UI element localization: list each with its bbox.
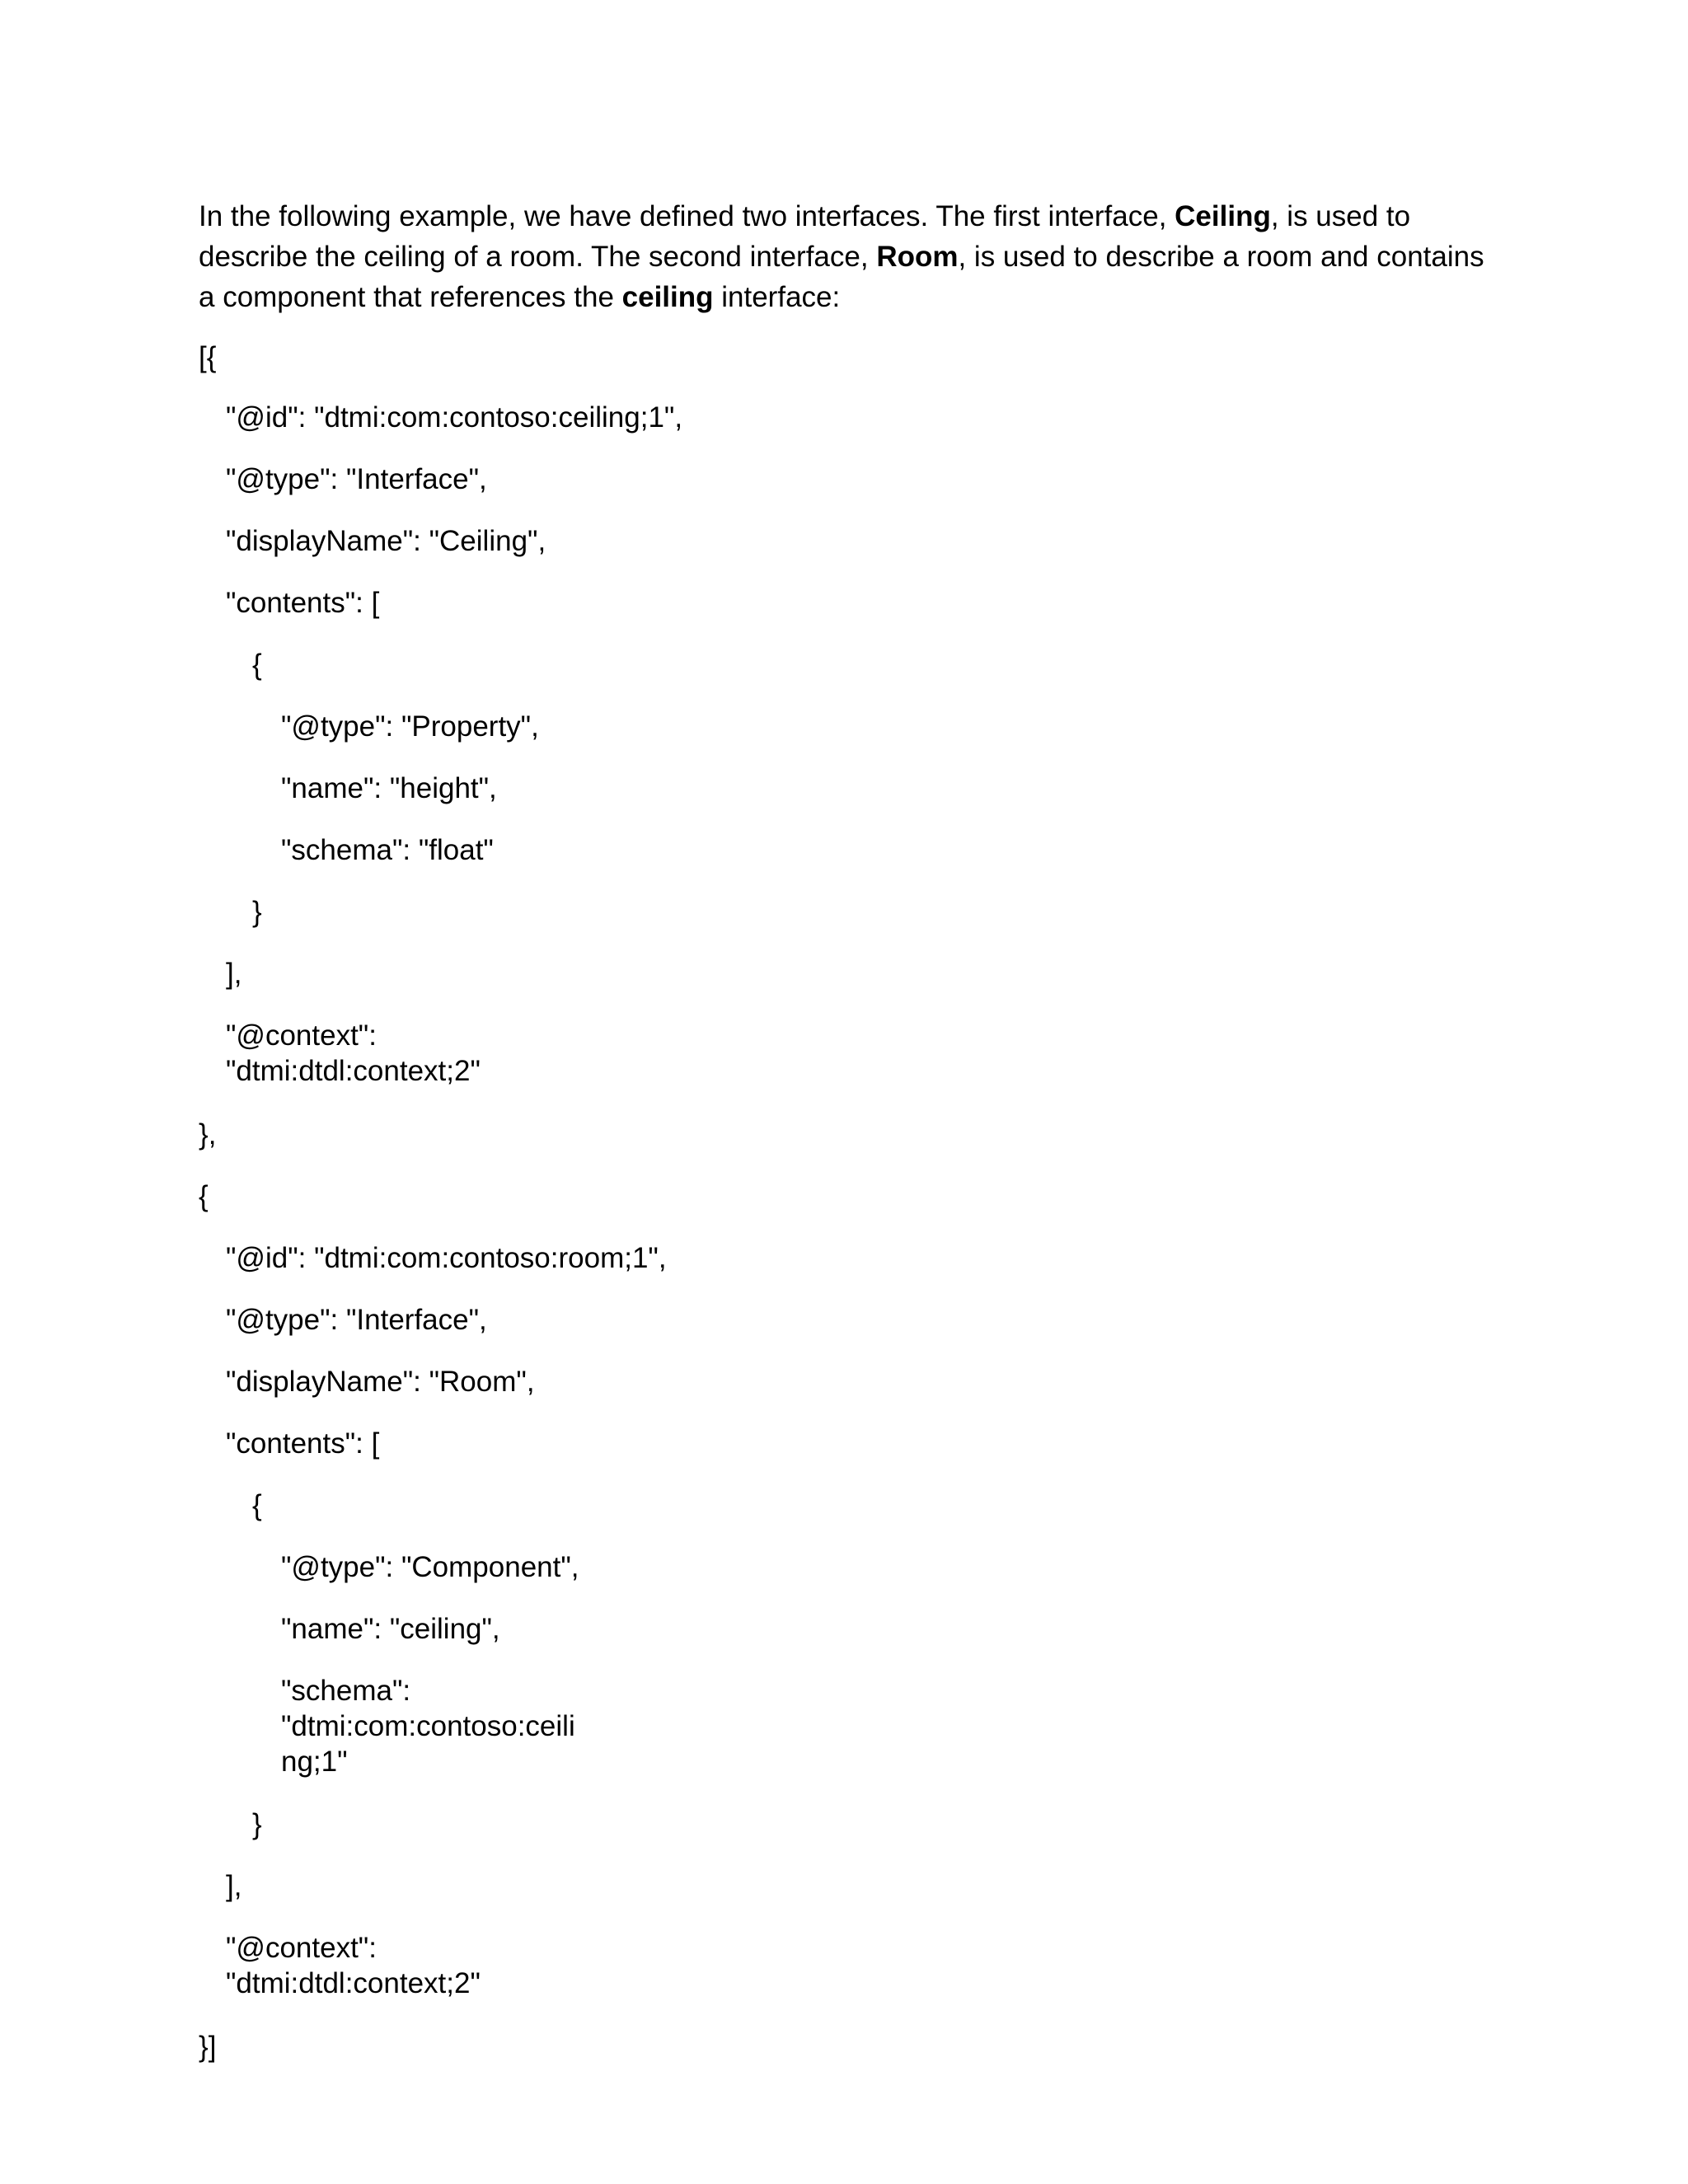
code-line-type: "@type": "Interface",: [226, 463, 487, 495]
code-line-component-type: "@type": "Component",: [281, 1551, 579, 1583]
code-line-interface-close: },: [199, 1118, 217, 1151]
code-line-context-key: "@context":: [226, 1019, 377, 1052]
code-line-type: "@type": "Interface",: [226, 1304, 487, 1336]
room-interface-name: Room: [876, 241, 959, 273]
code-line-displayname: "displayName": "Room",: [226, 1366, 535, 1398]
code-line-contents-close: ],: [226, 958, 242, 990]
code-line-interface-open: {: [199, 1180, 209, 1212]
code-line-component-schema-value-cont: ng;1": [281, 1746, 348, 1778]
code-line-component-name: "name": "ceiling",: [281, 1613, 500, 1645]
code-line-contents: "contents": [: [226, 587, 380, 619]
code-line-id: "@id": "dtmi:com:contoso:room;1",: [226, 1242, 667, 1274]
code-line-context-key: "@context":: [226, 1932, 377, 1964]
code-line-context-value: "dtmi:dtdl:context;2": [226, 1967, 481, 1999]
code-line-id: "@id": "dtmi:com:contoso:ceiling;1",: [226, 401, 683, 434]
code-array-close: }]: [199, 2031, 217, 2063]
code-line-displayname: "displayName": "Ceiling",: [226, 525, 546, 557]
ceiling-reference-name: ceiling: [621, 281, 714, 313]
code-line-property-name: "name": "height",: [281, 772, 497, 804]
code-line-component-schema-value: "dtmi:com:contoso:ceili: [281, 1710, 575, 1742]
intro-text-3: , is used to describe a room and contains a component that references the: [199, 241, 1484, 313]
intro-text-1: In the following example, we have defined two interfaces. The first interface,: [199, 200, 1175, 232]
intro-text-4: interface:: [713, 281, 841, 313]
code-line-context-value: "dtmi:dtdl:context;2": [226, 1055, 481, 1087]
code-line-object-close: }: [252, 1808, 262, 1840]
code-line-contents: "contents": [: [226, 1427, 380, 1460]
code-line-object-open: {: [252, 649, 262, 681]
intro-text-2: , is used to describe the ceiling of a room. The second interface,: [199, 200, 1411, 273]
code-line-object-open: {: [252, 1489, 262, 1521]
code-line-contents-close: ],: [226, 1870, 242, 1902]
intro-paragraph: [199, 196, 1493, 317]
code-array-open: [{: [199, 341, 217, 373]
code-line-property-schema: "schema": "float": [281, 834, 494, 866]
ceiling-interface-name: Ceiling: [1175, 200, 1271, 232]
code-line-property-type: "@type": "Property",: [281, 710, 539, 743]
code-line-object-close: }: [252, 896, 262, 928]
code-line-component-schema-key: "schema":: [281, 1675, 411, 1707]
